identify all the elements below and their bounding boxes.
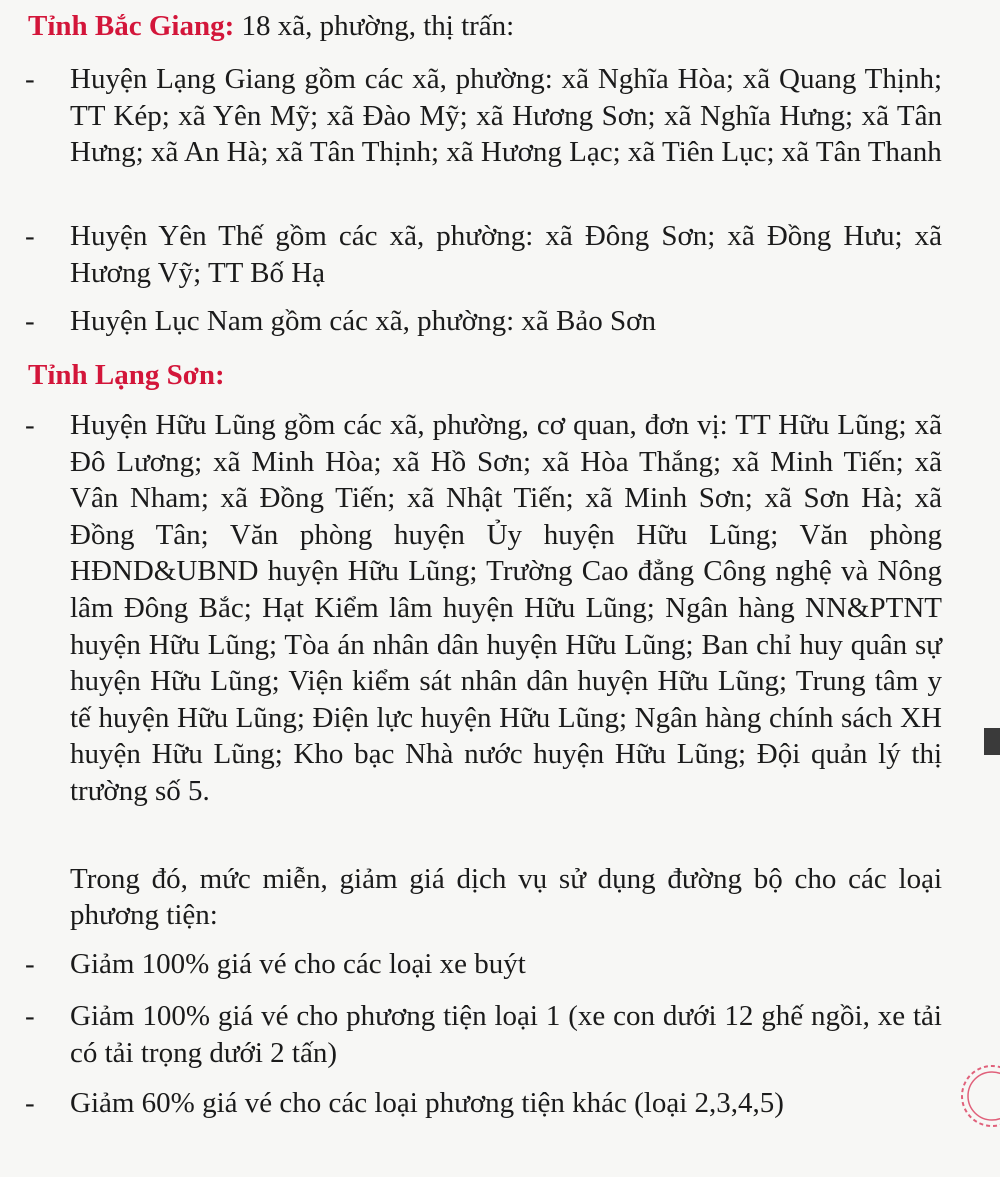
list-item-text: Huyện Lục Nam gồm các xã, phường: xã Bảo Sơn: [70, 305, 656, 337]
province-name: Tỉnh Bắc Giang:: [28, 10, 235, 42]
list-item-text: Huyện Yên Thế gồm các xã, phường: xã Đông Sơn; xã Đồng Hưu; xã Hương Vỹ; TT Bố Hạ: [70, 220, 942, 289]
bullet-dash: -: [25, 305, 35, 337]
bullet-dash: -: [25, 1087, 35, 1119]
province-heading-bac-giang: [28, 8, 514, 44]
bullet-dash: -: [25, 1000, 35, 1032]
list-item-text: Giảm 100% giá vé cho các loại xe buýt: [70, 948, 526, 980]
list-item-text: Giảm 100% giá vé cho phương tiện loại 1 (xe con dưới 12 ghế ngồi, xe tải có tải trọng dưới 2 tấn): [70, 1000, 942, 1069]
list-item-text: Huyện Hữu Lũng gồm các xã, phường, cơ quan, đơn vị: TT Hữu Lũng; xã Đô Lương; xã Minh Hòa; xã Hồ Sơn; xã Hòa Thắng; xã Minh Tiến; xã Vân Nham; xã Đồng Tiến; xã Nhật Tiến; xã Minh Sơn; xã Sơn Hà; xã Đồng Tân; Văn phòng huyện Ủy huyện Hữu Lũng; Văn phòng HĐND&UBND huyện Hữu Lũng; Trường Cao đẳng Công nghệ và Nông lâm Đông Bắc; Hạt Kiểm lâm huyện Hữu Lũng; Ngân hàng NN&PTNT huyện Hữu Lũng; Tòa án nhân dân huyện Hữu Lũng; Ban chỉ huy quân sự huyện Hữu Lũng; Viện kiểm sát nhân dân huyện Hữu Lũng; Trung tâm y tế huyện Hữu Lũng; Điện lực huyện Hữu Lũng; Ngân hàng chính sách XH huyện Hữu Lũng; Kho bạc Nhà nước huyện Hữu Lũng; Đội quản lý thị trường số 5.: [70, 409, 942, 807]
province-name: Tỉnh Lạng Sơn:: [28, 359, 225, 391]
list-item-text: Giảm 60% giá vé cho các loại phương tiện khác (loại 2,3,4,5): [70, 1087, 784, 1119]
bullet-dash: -: [25, 409, 35, 441]
discount-intro-paragraph: Trong đó, mức miễn, giảm giá dịch vụ sử dụng đường bộ cho các loại phương tiện:: [70, 863, 942, 931]
list-item-text: Huyện Lạng Giang gồm các xã, phường: xã Nghĩa Hòa; xã Quang Thịnh; TT Kép; xã Yên Mỹ; xã Đào Mỹ; xã Hương Sơn; xã Nghĩa Hưng; xã Tân Hưng; xã An Hà; xã Tân Thịnh; xã Hương Lạc; xã Tiên Lục; xã Tân Thanh: [70, 63, 942, 169]
stamp-fragment-icon: [930, 1060, 1000, 1130]
bullet-dash: -: [25, 948, 35, 980]
page-edge-mark: [984, 728, 1000, 755]
bullet-dash: -: [25, 63, 35, 95]
province-summary: 18 xã, phường, thị trấn:: [234, 10, 515, 42]
province-heading-lang-son: [28, 357, 225, 393]
bullet-dash: -: [25, 220, 35, 252]
